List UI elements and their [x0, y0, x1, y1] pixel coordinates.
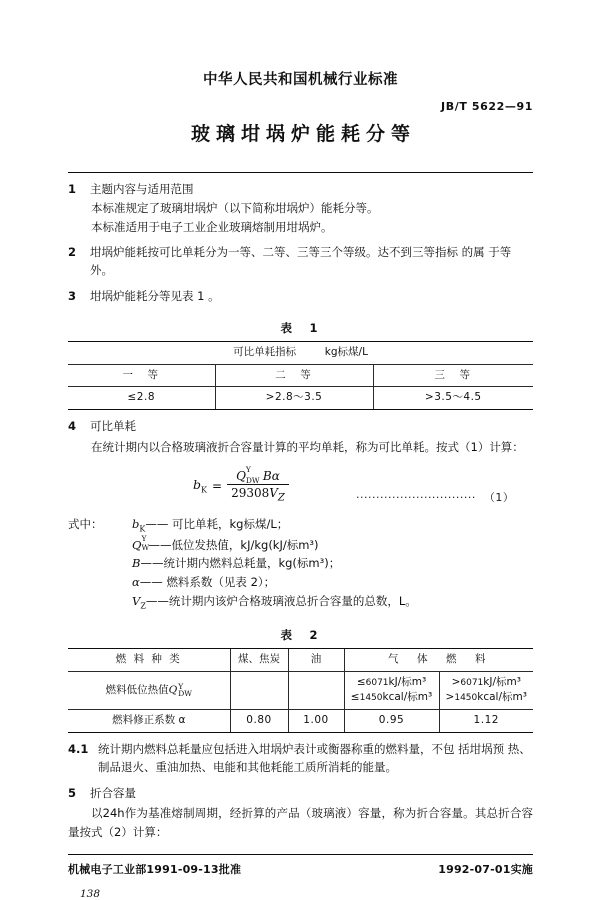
footer [68, 861, 533, 877]
table-1-value-1: ≤2.8 [68, 387, 215, 410]
table-2-gas-high-line2: >1450kcal/标m³ [445, 691, 527, 704]
where-item-qyw [132, 533, 533, 555]
table-2-caption: 表 2 [280, 627, 321, 642]
table-row [68, 671, 533, 710]
table-2-heat-value-coal [230, 671, 288, 710]
clause-2-heading: 坩埚炉能耗按可比单耗分为一等、二等、三等三个等级。达不到三等指标 的属 于等外。 [90, 245, 512, 278]
table-row [68, 710, 533, 733]
table-1-grade-2: 二 等 [215, 364, 373, 387]
table-1-spanner-unit: kg标煤/L [324, 345, 368, 358]
standard-organization: 中华人民共和国机械行业标准 [203, 72, 398, 88]
where-symbol-qyw: Q Y W [132, 533, 150, 552]
where-dash-b: —— [140, 556, 164, 571]
clause-1-paragraph-1: 本标准规定了玻璃坩埚炉（以下简称坩埚炉）能耗分等。 [91, 201, 379, 216]
table-2-header-gas: 气 体 燃 料 [344, 648, 533, 671]
formula-1-row [68, 464, 533, 511]
clause-4 [68, 418, 533, 436]
where-dash-bk: —— [145, 516, 173, 531]
table-row [68, 364, 533, 387]
clause-3-heading: 坩埚炉能耗分等见表 1 。 [90, 289, 220, 304]
table-1-caption: 表 1 [280, 320, 321, 335]
table-2-heat-value-gas-low [344, 671, 439, 710]
clause-4-1 [68, 741, 533, 777]
table-2-header-coal: 煤、焦炭 [230, 648, 288, 671]
where-symbol-bk: $b_K$ [132, 516, 146, 533]
table-row [68, 341, 533, 364]
formula-1-number: （1） [483, 490, 515, 504]
table-1-spanner-cell [68, 341, 533, 364]
table-2-header-fuel-type: 燃 料 种 类 [68, 648, 230, 671]
header-divider [68, 172, 533, 173]
table-2-gas-low-line2: ≤1450kcal/标m³ [350, 691, 433, 704]
where-symbol-alpha: α [132, 575, 140, 590]
table-row [68, 648, 533, 671]
table-2 [68, 648, 533, 733]
table-2-correction-gas-low: 0.95 [344, 710, 439, 733]
footer-divider [68, 854, 533, 855]
formula-1 [193, 464, 289, 503]
table-1-spanner-label: 可比单耗指标 [233, 345, 297, 358]
where-item-vz [132, 592, 533, 613]
where-text-vz: 统计期内该炉合格玻璃液总折合容量的总数，L。 [168, 593, 417, 608]
clause-4-paragraph-1: 在统计期内以合格玻璃液折合容量计算的平均单耗，称为可比单耗。按式（1）计算： [91, 439, 524, 454]
where-symbol-b: B [132, 556, 141, 571]
table-2-heat-value-gas-high [439, 671, 533, 710]
clause-5-paragraph-1: 以24h作为基准熔制周期，经折算的产品（玻璃液）容量，称为折合容量。其总折合容 量按式（2）计算： [68, 806, 533, 840]
table-2-header-oil: 油 [288, 648, 344, 671]
table-2-gas-low-line1: ≤6071kJ/标m³ [356, 675, 427, 688]
where-text-b: 统计期内燃料总耗量，kg(标m³)； [163, 556, 341, 571]
where-text-bk: 可比单耗，kg标煤/L； [172, 516, 289, 531]
page-title: 玻璃坩埚炉能耗分等 [190, 122, 416, 145]
page-content [68, 0, 533, 900]
formula-1-leader-dots: ······························ [356, 490, 476, 504]
clause-5 [68, 785, 533, 803]
table-1-grade-1: 一 等 [68, 364, 215, 387]
formula-1-leader [356, 489, 514, 505]
formula-1-fraction [227, 464, 289, 503]
table-1-value-2: >2.8～3.5 [215, 387, 373, 410]
where-symbol-vz: $V_Z$ [132, 593, 146, 610]
table-2-correction-oil: 1.00 [288, 710, 344, 733]
where-label: 式中： [68, 516, 103, 531]
clause-2 [68, 244, 533, 280]
table-2-gas-high-line1: >6071kJ/标m³ [451, 675, 521, 688]
clause-5-heading: 折合容量 [90, 785, 136, 800]
clause-3 [68, 288, 533, 306]
where-item-bk [132, 515, 533, 536]
formula-1-equals: = [212, 478, 223, 493]
where-items [132, 515, 533, 613]
where-dash-vz: —— [145, 593, 169, 608]
footer-approval: 机械电子工业部1991-09-13批准 [68, 862, 242, 876]
clause-1-paragraph-2: 本标准适用于电子工业企业玻璃熔制用坩埚炉。 [91, 219, 333, 234]
formula-1-denominator: $29308V_Z$ [231, 485, 285, 503]
formula-1-lhs: $b_K$ [193, 477, 207, 495]
table-1-grade-3: 三 等 [373, 364, 533, 387]
clause-2-number: 2 [68, 245, 77, 260]
where-dash-alpha: —— [139, 575, 167, 590]
standard-number: JB/T 5622—91 [441, 99, 533, 113]
formula-1-definitions [68, 515, 533, 613]
where-text-qyw: 低位发热值，kJ/kg(kJ/标m³) [171, 537, 319, 552]
clause-1-number: 1 [68, 182, 77, 197]
table-row [68, 387, 533, 410]
table-2-correction-gas-high: 1.12 [439, 710, 533, 733]
formula-1-numerator: Q Y DW Bα [236, 464, 280, 485]
clause-4-1-number: 4.1 [68, 741, 89, 756]
table-2-header-heat-value: 燃料低位热值 Q Y DW [68, 671, 230, 710]
clause-5-number: 5 [68, 785, 77, 800]
clause-3-number: 3 [68, 289, 77, 304]
where-text-alpha: 燃料系数（见表 2）； [166, 575, 276, 590]
table-2-heat-value-oil [288, 671, 344, 710]
table-2-header-correction: 燃料修正系数 α [68, 710, 230, 733]
where-dash-qyw: —— [148, 537, 172, 552]
page-number: 138 [80, 887, 101, 900]
footer-implementation: 1992-07-01实施 [438, 862, 533, 876]
clause-4-heading: 可比单耗 [90, 419, 136, 434]
table-2-correction-coal: 0.80 [230, 710, 288, 733]
clause-4-1-heading: 统计期内燃料总耗量应包括进入坩埚炉表计或衡器称重的燃料量，不包 括坩埚预 热、制品退火、重油加热、电能和其他耗能工质所消耗的能量。 [98, 741, 531, 774]
table-1 [68, 341, 533, 410]
where-item-alpha [132, 573, 533, 592]
where-item-b [132, 554, 533, 573]
clause-4-number: 4 [68, 419, 77, 434]
clause-1-heading: 主题内容与适用范围 [90, 182, 194, 197]
table-1-value-3: >3.5～4.5 [373, 387, 533, 410]
clause-1 [68, 181, 533, 199]
